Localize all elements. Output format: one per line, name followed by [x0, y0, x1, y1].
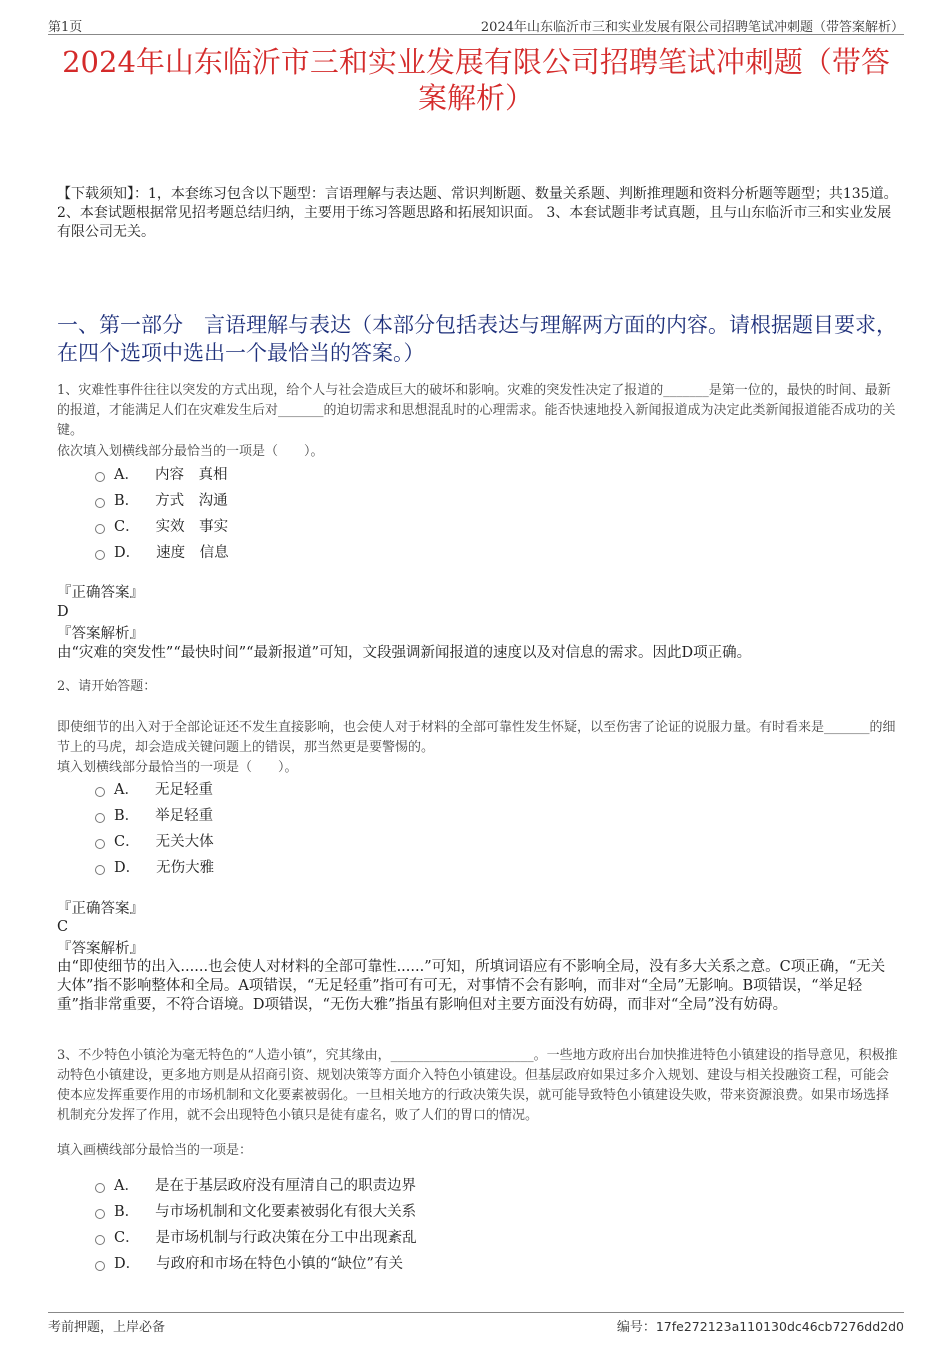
- q1-answer: D: [57, 604, 69, 620]
- radio-icon[interactable]: [95, 865, 105, 875]
- radio-icon[interactable]: [95, 1209, 105, 1219]
- download-notice: 【下载须知】：1，本套练习包含以下题型：言语理解与表达题、常识判断题、数量关系题、判断推理题和资料分析题等题型；共135道。 2、本套试题根据常见招考题总结归纳，主要用于练习答题思路和拓展知识面。 3、本套试题非考试真题，且与山东临沂市三和实业发展有限公司无关。: [57, 186, 898, 240]
- footer-slogan: 考前押题，上岸必备: [48, 1320, 166, 1335]
- section-heading: 一、第一部分 言语理解与表达（本部分包括表达与理解两方面的内容。请根据题目要求，在四个选项中选出一个最恰当的答案。）: [57, 313, 897, 365]
- q3-option-d[interactable]: D． 与政府和市场在特色小镇的“缺位”有关: [95, 1251, 417, 1277]
- q3-prompt: 填入画横线部分最恰当的一项是：: [57, 1143, 253, 1158]
- q3-stem: 3、不少特色小镇沦为毫无特色的“人造小镇”，究其缘由，______________________。一些地方政府出台加快推进特色小镇建设的指导意见，积极推动特色小镇建设，更多地方则是从招商引资、规划决策等方面介入特色小镇建设。但基层政府如果过多介入规划、建设与相关投融资工程，可能会使本应发挥重要作用的市场机制和文化要素被弱化。一旦相关地方的行政决策失误，就可能导致特色小镇建设失败，带来资源浪费。如果市场选择机制充分发挥了作用，就不会出现特色小镇只是徒有虚名，败了人们的胃口的情况。: [57, 1048, 898, 1123]
- footer-code-value: 17fe272123a110130dc46cb7276dd2d0: [655, 1319, 904, 1334]
- radio-icon[interactable]: [95, 787, 105, 797]
- q3-option-c[interactable]: C． 是市场机制与行政决策在分工中出现紊乱: [95, 1225, 417, 1251]
- q2-option-a[interactable]: A． 无足轻重: [95, 777, 214, 803]
- q2-stem: 即使细节的出入对于全部论证还不发生直接影响，也会使人对于材料的全部可靠性发生怀疑，以至伤害了论证的说服力量。有时看来是_______的细节上的马虎，却会造成关键问题上的错误，那当然更是要警惕的。: [57, 720, 896, 755]
- q2-option-d[interactable]: D． 无伤大雅: [95, 855, 214, 881]
- q2-intro: 2、请开始答题：: [57, 679, 157, 694]
- q1-option-c[interactable]: C． 实效 事实: [95, 514, 229, 540]
- page-header: [48, 14, 904, 35]
- radio-icon[interactable]: [95, 839, 105, 849]
- header-doc-title: 2024年山东临沂市三和实业发展有限公司招聘笔试冲刺题（带答案解析）: [480, 20, 904, 35]
- document-title: 2024年山东临沂市三和实业发展有限公司招聘笔试冲刺题（带答案解析）: [62, 45, 890, 115]
- radio-icon[interactable]: [95, 813, 105, 823]
- q1-explanation: 由“灾难的突发性”“最快时间”“最新报道”可知，文段强调新闻报道的速度以及对信息的需求。因此D项正确。: [57, 645, 752, 661]
- q1-explain-label: 『答案解析』: [57, 626, 144, 642]
- radio-icon[interactable]: [95, 498, 105, 508]
- q3-option-b[interactable]: B． 与市场机制和文化要素被弱化有很大关系: [95, 1199, 417, 1225]
- page-number: 第1页: [48, 20, 83, 35]
- q1-option-b[interactable]: B． 方式 沟通: [95, 488, 229, 514]
- q2-explain-label: 『答案解析』: [57, 941, 144, 957]
- q2-option-c[interactable]: C． 无关大体: [95, 829, 214, 855]
- q2-answer-label: 『正确答案』: [57, 901, 144, 917]
- radio-icon[interactable]: [95, 1261, 105, 1271]
- footer-code: [617, 1316, 904, 1335]
- q2-prompt: 填入划横线部分最恰当的一项是（ ）。: [57, 760, 298, 775]
- q2-options: [95, 777, 214, 881]
- q2-answer: C: [57, 919, 69, 935]
- radio-icon[interactable]: [95, 472, 105, 482]
- q3-option-a[interactable]: A． 是在于基层政府没有厘清自己的职责边界: [95, 1173, 417, 1199]
- q2-explanation: 由“即使细节的出入......也会使人对材料的全部可靠性......”可知，所填词语应有不影响全局，没有多大关系之意。C项正确，“无关大体”指不影响整体和全局。A项错误，“无足轻重”指可有可无，对事情不会有影响，而非对“全局”无影响。B项错误，“举足轻重”指非常重要，不符合语境。D项错误，“无伤大雅”指虽有影响但对主要方面没有妨碍，而非对“全局”没有妨碍。: [57, 959, 886, 1013]
- q1-options: [95, 462, 229, 566]
- footer-code-label: 编号：: [616, 1320, 656, 1335]
- q1-option-a[interactable]: A． 内容 真相: [95, 462, 229, 488]
- q2-option-b[interactable]: B． 举足轻重: [95, 803, 214, 829]
- radio-icon[interactable]: [95, 1235, 105, 1245]
- q1-answer-label: 『正确答案』: [57, 585, 144, 601]
- q1-option-d[interactable]: D． 速度 信息: [95, 540, 229, 566]
- q1-prompt: 依次填入划横线部分最恰当的一项是（ ）。: [57, 444, 324, 459]
- radio-icon[interactable]: [95, 1183, 105, 1193]
- radio-icon[interactable]: [95, 550, 105, 560]
- radio-icon[interactable]: [95, 524, 105, 534]
- page-footer: [48, 1312, 904, 1335]
- q1-stem: 1、灾难性事件往往以突发的方式出现，给个人与社会造成巨大的破坏和影响。灾难的突发性决定了报道的_______是第一位的，最快的时间、最新的报道，才能满足人们在灾难发生后对_______的迫切需求和思想混乱时的心理需求。能否快速地投入新闻报道成为决定此类新闻报道能否成功的关键。: [57, 383, 896, 438]
- q3-options: [95, 1173, 417, 1277]
